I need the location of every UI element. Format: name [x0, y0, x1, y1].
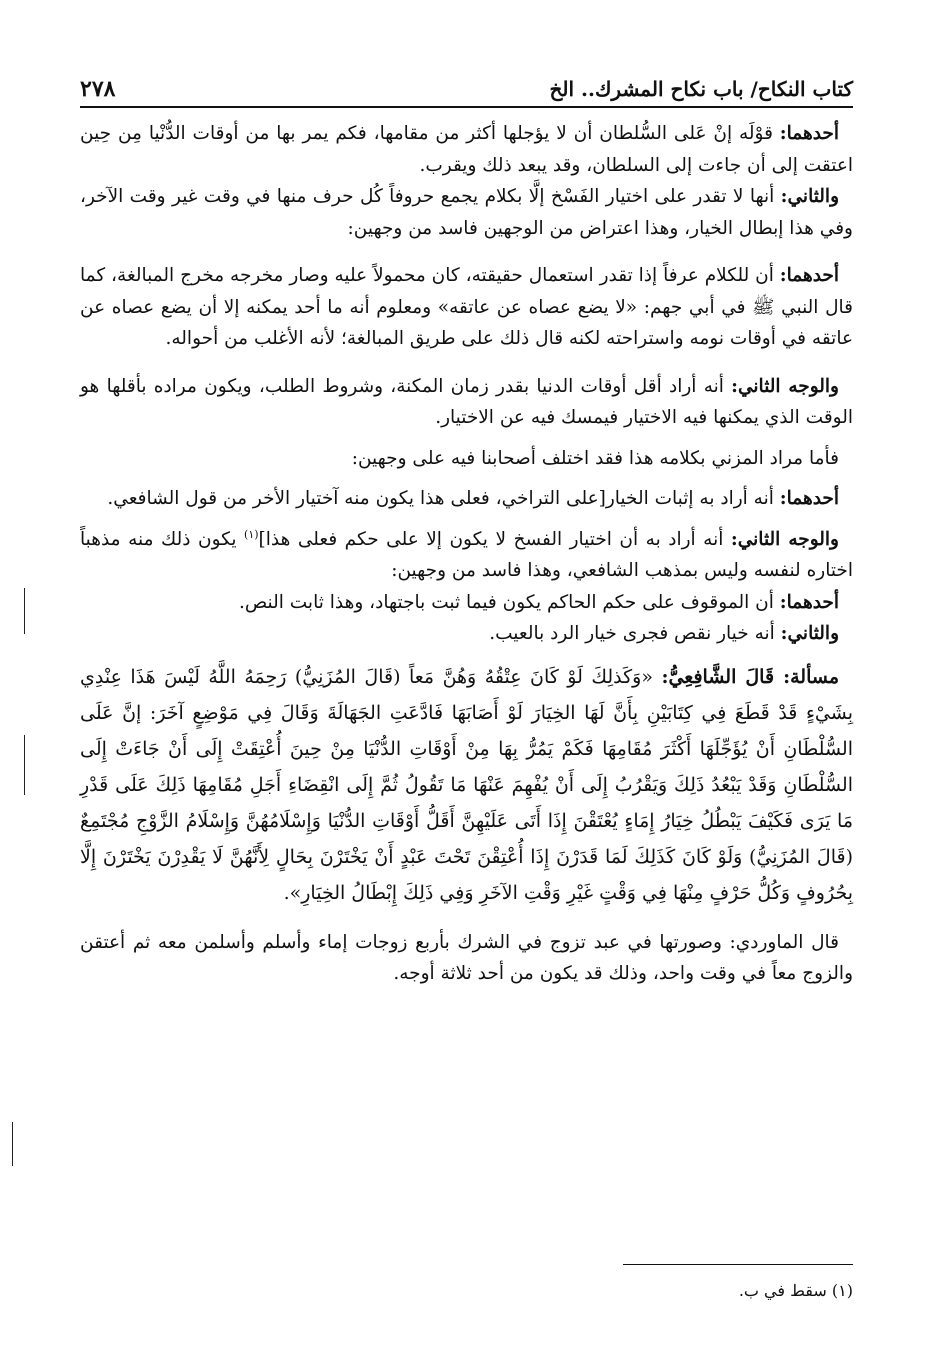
paragraph-text: «وَكَذلِكَ لَوْ كَانَ عِتْقُهُ وَهُنَّ مَعاً (قَالَ المُزَنِيُّ) رَحِمَهُ اللَّهُ لَيْسَ هَذَا عِنْدِي بِشَيْءٍ قَدْ قَطَعَ فِي كِتَابَيْنِ بِأَنَّ لَهَا الخِيَارَ لَوْ أَصَابَهَا فَادَّعَتِ الجَهَالَةَ وَقَالَ فِي مَوْضِعٍ آخَرَ: إنَّ عَلَى السُّلْطَانِ أَنْ يُؤَجِّلَهَا أَكْثَرَ مُقَامِهَا فَكَمْ يَمُرُّ بِهَا مِنْ أَوْقَاتِ الدُّنْيَا مِنْ حِينَ أُعْتِقَتْ إِلَى أَنْ جَاءَتْ إِلَى السُّلْطَانِ وَقَدْ يَبْعُدُ ذَلِكَ وَيَقْرُبُ إِلَى أَنْ يُفْهِمَ عَنْهَا مَا تَقُولُ ثُمَّ إِلَى انْقِضَاءِ أَجَلِ مُقَامِهَا ذَلِكَ عَلَى قَدْرِ مَا يَرَى فَكَيْفَ يَبْطُلُ خِيَارُ إِمَاءٍ يُعْتَقْنَ إِذَا أَتَى عَلَيْهِنَّ أَقَلُّ أَوْقَاتِ الدُّنْيَا وَإِسْلَامُهُنَّ وَإِسْلَامُ الزَّوْجِ مُجْتَمِعٌ (قَالَ المُزَنِيُّ) وَلَوْ كَانَ كَذَلِكَ لَمَا قَدَرْنَ إِذَا أُعْتِقْنَ تَحْتَ عَبْدٍ أَنْ يَخْتَرْنَ بِحَالٍ لِأَنَّهُنَّ لَا يَقْدِرْنَ يَخْتَرْنَ إِلَّا بِحُرُوفٍ وَكُلُّ حَرْفٍ مِنْهَا فِي وَقْتٍ غَيْرِ وَقْتِ الآخَرِ وَفِي ذَلِكَ إِبْطَالُ الخِيَارِ».	[80, 665, 853, 904]
book-page	[80, 0, 853, 1371]
paragraph-label: والثاني:	[780, 186, 839, 207]
paragraph-label: أحدهما:	[779, 591, 839, 613]
page-number: ٢٧٨	[80, 76, 116, 102]
paragraph-text: أنه أراد به إثبات الخيار[على التراخي، فعلى هذا يكون منه آختيار الأخر من قول الشافعي.	[107, 488, 780, 509]
paragraph	[80, 181, 853, 244]
paragraph	[80, 927, 853, 990]
paragraph-text-continued: يكون ذلك منه مذهباً اختاره لنفسه وليس بمذهب الشافعي، وهذا فاسد من وجهين:	[80, 528, 853, 581]
margin-mark	[12, 1122, 13, 1166]
footnote-rule	[623, 1264, 853, 1265]
paragraph-label: أحدهما:	[779, 123, 839, 144]
paragraph-label: أحدهما:	[779, 265, 839, 286]
paragraph	[80, 587, 853, 619]
running-title: كتاب النكاح/ باب نكاح المشرك.. الخ	[549, 77, 853, 101]
footnote-number: (١)	[831, 1281, 853, 1300]
paragraph-text: أنها لا تقدر على اختيار الفَسْخ إلَّا بكلام يجمع حروفاً كُل حرف منها في وقت غير وقت الآخر، وفي هذا إبطال الخيار، وهذا اعتراض من الوجهين فاسد من وجهين:	[80, 186, 853, 239]
footnote-marker: (١)	[244, 527, 259, 541]
paragraph-text: أنه أراد أقل أوقات الدنيا بقدر زمان المكنة، وشروط الطلب، ويكون مراده بأقلها هو الوقت الذي يمكنها فيه الاختيار فيمسك فيه عن الاختيار.	[80, 375, 853, 428]
paragraph-text: فأما مراد المزني بكلامه هذا فقد اختلف أصحابنا فيه على وجهين:	[351, 447, 839, 469]
paragraph-text: أنه أراد به أن اختيار الفسخ لا يكون إلا على حكم فعلى هذا]	[258, 528, 731, 550]
paragraph-text: أن للكلام عرفاً إذا تقدر استعمال حقيقته، كان محمولاً عليه وصار مخرجه مخرج المبالغة، كما قال النبي ﷺ في أبي جهم: «لا يضع عصاه عن عاتقه» ومعلوم أنه ما أحد يمكنه إلا أن يضع عصاه عن عاتقه في أوقات نومه واستراحته لكنه قال ذلك على طريق المبالغة؛ لأنه الأغلب من أحواله.	[80, 265, 853, 349]
paragraph-label: أحدهما:	[779, 488, 839, 509]
paragraph-text: قوْلَه إنْ عَلى السُّلطان أن لا يؤجلها أكثر من مقامها، فكم يمر بها من أوقات الدُّنْيا مِن حِين اعتقت إلى أن جاءت إلى السلطان، وقد يبعد ذلك ويقرب.	[80, 123, 853, 176]
paragraph	[80, 483, 853, 515]
footnote-text: سقط في ب.	[738, 1281, 827, 1300]
page-header	[80, 72, 853, 106]
paragraph-text: أنه خيار نقص فجرى خيار الرد بالعيب.	[489, 623, 781, 644]
masala-quote	[80, 659, 853, 911]
main-text	[80, 118, 853, 999]
margin-mark	[24, 735, 25, 795]
footnote	[80, 1278, 853, 1304]
paragraph-text: قال الماوردي: وصورتها في عبد تزوج في الشرك بأربع زوجات إماء وأسلم وأسلمن معه ثم أعتقن والزوج معاً في وقت واحد، وذلك قد يكون من أحد ثلاثة أوجه.	[80, 931, 853, 984]
margin-mark	[24, 588, 25, 634]
paragraph	[80, 260, 853, 355]
paragraph-text: أن الموقوف على حكم الحاكم يكون فيما ثبت باجتهاد، وهذا ثابت النص.	[238, 591, 780, 613]
paragraph	[80, 371, 853, 434]
paragraph	[80, 118, 853, 181]
header-rule	[80, 106, 853, 108]
paragraph	[80, 618, 853, 650]
paragraph	[80, 443, 853, 475]
paragraph-label: والوجه الثاني:	[730, 528, 839, 550]
paragraph-label: والوجه الثاني:	[731, 375, 839, 397]
paragraph-label: مسألة: قَالَ الشَّافِعِيُّ:	[661, 665, 840, 688]
paragraph	[80, 524, 853, 587]
paragraph-label: والثاني:	[780, 623, 839, 644]
